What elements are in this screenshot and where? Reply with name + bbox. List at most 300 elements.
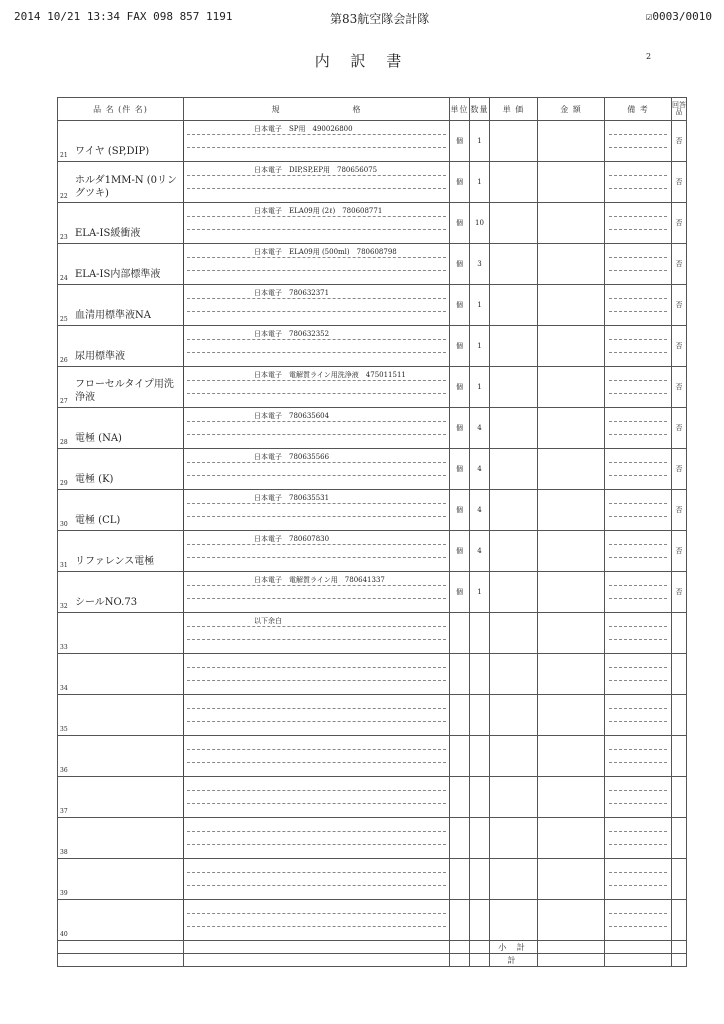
ruled-line <box>187 147 446 148</box>
price-cell <box>490 859 538 900</box>
answer-cell <box>672 859 687 900</box>
table-row <box>58 326 687 367</box>
unit-cell <box>450 613 470 654</box>
price-cell <box>490 285 538 326</box>
fax-sender-name: 第83航空隊会計隊 <box>330 12 430 26</box>
ruled-line <box>609 257 667 258</box>
ruled-line <box>187 626 446 627</box>
price-cell <box>490 490 538 531</box>
answer-cell: 否 <box>672 285 687 326</box>
spec-text: 日本電子 780607830 <box>254 535 330 543</box>
note-cell <box>605 326 672 367</box>
ruled-line <box>609 639 667 640</box>
amount-cell <box>538 121 605 162</box>
qty-cell: 4 <box>470 531 490 572</box>
answer-cell <box>672 900 687 941</box>
ruled-line <box>609 216 667 217</box>
qty-cell: 3 <box>470 244 490 285</box>
spec-cell <box>184 531 450 572</box>
ruled-line <box>609 831 667 832</box>
answer-cell: 否 <box>672 449 687 490</box>
amount-cell <box>538 654 605 695</box>
spec-text: 日本電子 DIP,SP,EP用 780656075 <box>254 166 378 174</box>
spec-cell <box>184 859 450 900</box>
note-cell <box>605 859 672 900</box>
ruled-line <box>187 885 446 886</box>
table-row <box>58 736 687 777</box>
unit-cell: 個 <box>450 531 470 572</box>
row-number: 35 <box>60 726 68 733</box>
row-number: 24 <box>60 275 68 282</box>
ruled-line <box>609 680 667 681</box>
ruled-line <box>187 229 446 230</box>
spec-cell <box>184 326 450 367</box>
amount-cell <box>538 859 605 900</box>
item-name-cell <box>58 654 184 695</box>
ruled-line <box>609 872 667 873</box>
unit-cell: 個 <box>450 449 470 490</box>
qty-cell <box>470 859 490 900</box>
item-name-cell <box>58 900 184 941</box>
ruled-line <box>609 352 667 353</box>
ruled-line <box>187 393 446 394</box>
item-name: 尿用標準液 <box>75 351 125 362</box>
item-name-cell <box>58 777 184 818</box>
ruled-line <box>609 380 667 381</box>
unit-cell: 個 <box>450 203 470 244</box>
amount-cell <box>538 285 605 326</box>
answer-cell <box>672 736 687 777</box>
item-name-cell <box>58 736 184 777</box>
price-cell <box>490 777 538 818</box>
qty-cell <box>470 900 490 941</box>
row-number: 31 <box>60 562 68 569</box>
note-cell <box>605 244 672 285</box>
answer-cell: 否 <box>672 367 687 408</box>
item-name: ELA-IS緩衝液 <box>75 228 141 239</box>
fax-page-counter: ☑0003/0010 <box>645 10 712 23</box>
note-cell <box>605 367 672 408</box>
price-cell <box>490 695 538 736</box>
ruled-line <box>609 147 667 148</box>
row-number: 23 <box>60 234 68 241</box>
spec-cell <box>184 203 450 244</box>
note-cell <box>605 162 672 203</box>
answer-cell: 否 <box>672 162 687 203</box>
ruled-line <box>609 475 667 476</box>
ruled-line <box>609 585 667 586</box>
header-price: 単 価 <box>490 98 538 121</box>
ruled-line <box>187 639 446 640</box>
ruled-line <box>187 667 446 668</box>
item-name-cell <box>58 613 184 654</box>
ruled-line <box>187 311 446 312</box>
price-cell <box>490 572 538 613</box>
price-cell <box>490 818 538 859</box>
amount-cell <box>538 367 605 408</box>
table-row <box>58 572 687 613</box>
unit-cell: 個 <box>450 367 470 408</box>
ruled-line <box>609 544 667 545</box>
answer-cell: 否 <box>672 326 687 367</box>
amount-cell <box>538 408 605 449</box>
answer-cell <box>672 654 687 695</box>
unit-cell <box>450 859 470 900</box>
row-number: 30 <box>60 521 68 528</box>
table-row <box>58 613 687 654</box>
spec-cell <box>184 121 450 162</box>
table-row <box>58 449 687 490</box>
price-cell <box>490 367 538 408</box>
row-number: 33 <box>60 644 68 651</box>
price-cell <box>490 531 538 572</box>
spec-cell <box>184 900 450 941</box>
item-name-cell <box>58 490 184 531</box>
ruled-line <box>609 393 667 394</box>
amount-cell <box>538 736 605 777</box>
row-number: 26 <box>60 357 68 364</box>
unit-cell: 個 <box>450 162 470 203</box>
row-number: 32 <box>60 603 68 610</box>
ruled-line <box>609 298 667 299</box>
answer-cell: 否 <box>672 408 687 449</box>
unit-cell: 個 <box>450 572 470 613</box>
ruled-line <box>187 749 446 750</box>
item-name-cell <box>58 408 184 449</box>
spec-cell <box>184 777 450 818</box>
ruled-line <box>609 667 667 668</box>
ruled-line <box>187 298 446 299</box>
spec-cell <box>184 162 450 203</box>
qty-cell: 1 <box>470 572 490 613</box>
row-number: 36 <box>60 767 68 774</box>
ruled-line <box>187 216 446 217</box>
table-row <box>58 695 687 736</box>
ruled-line <box>187 803 446 804</box>
header-note: 備 考 <box>605 98 672 121</box>
table-row <box>58 777 687 818</box>
row-number: 39 <box>60 890 68 897</box>
ruled-line <box>187 516 446 517</box>
item-name: 血清用標準液NA <box>75 310 151 321</box>
ruled-line <box>609 434 667 435</box>
price-cell <box>490 121 538 162</box>
spec-cell <box>184 285 450 326</box>
amount-cell <box>538 777 605 818</box>
price-cell <box>490 736 538 777</box>
item-name: ホルダ1MM-N (0リングツキ) <box>75 175 178 199</box>
price-cell <box>490 449 538 490</box>
unit-cell <box>450 777 470 818</box>
qty-cell <box>470 818 490 859</box>
ruled-line <box>187 421 446 422</box>
ruled-line <box>609 270 667 271</box>
note-cell <box>605 449 672 490</box>
unit-cell <box>450 654 470 695</box>
header-name: 品 名 (件 名) <box>58 98 184 121</box>
spec-cell <box>184 695 450 736</box>
item-name-cell <box>58 531 184 572</box>
note-cell <box>605 818 672 859</box>
qty-cell: 1 <box>470 285 490 326</box>
ruled-line <box>187 134 446 135</box>
unit-cell <box>450 736 470 777</box>
subtotal-label: 小 計 <box>490 941 538 954</box>
header-qty: 数量 <box>470 98 490 121</box>
fax-timestamp-number: 2014 10/21 13:34 FAX 098 857 1191 <box>14 10 233 23</box>
ruled-line <box>187 339 446 340</box>
answer-cell: 否 <box>672 244 687 285</box>
item-name: 電極 (CL) <box>75 515 121 526</box>
answer-cell <box>672 777 687 818</box>
note-cell <box>605 695 672 736</box>
price-cell <box>490 244 538 285</box>
ruled-line <box>187 721 446 722</box>
amount-cell <box>538 449 605 490</box>
note-cell <box>605 121 672 162</box>
unit-cell <box>450 695 470 736</box>
answer-cell <box>672 695 687 736</box>
ruled-line <box>187 557 446 558</box>
ruled-line <box>187 790 446 791</box>
item-name-cell <box>58 449 184 490</box>
note-cell <box>605 736 672 777</box>
ruled-line <box>609 749 667 750</box>
price-cell <box>490 326 538 367</box>
table-row <box>58 859 687 900</box>
ruled-line <box>609 134 667 135</box>
item-name-cell <box>58 572 184 613</box>
item-name-cell <box>58 859 184 900</box>
amount-cell <box>538 613 605 654</box>
note-cell <box>605 285 672 326</box>
table-row <box>58 244 687 285</box>
amount-cell <box>538 203 605 244</box>
ruled-line <box>187 257 446 258</box>
unit-cell: 個 <box>450 244 470 285</box>
unit-cell: 個 <box>450 326 470 367</box>
note-cell <box>605 572 672 613</box>
document-title: 内 訳 書 <box>314 52 410 70</box>
unit-cell <box>450 818 470 859</box>
fax-page-counter-text: 0003/0010 <box>652 10 712 23</box>
answer-cell <box>672 818 687 859</box>
ruled-line <box>609 188 667 189</box>
price-cell <box>490 162 538 203</box>
ruled-line <box>187 926 446 927</box>
header-unit: 単位 <box>450 98 470 121</box>
row-number: 34 <box>60 685 68 692</box>
header-answer: 回答品 <box>672 98 687 121</box>
table-row <box>58 900 687 941</box>
item-name-cell <box>58 367 184 408</box>
row-number: 25 <box>60 316 68 323</box>
ruled-line <box>609 844 667 845</box>
row-number: 22 <box>60 193 68 200</box>
ruled-line <box>187 462 446 463</box>
ruled-line <box>609 790 667 791</box>
answer-cell: 否 <box>672 203 687 244</box>
ruled-line <box>187 544 446 545</box>
spec-text: 日本電子 ELA09用 (2ℓ) 780608771 <box>254 207 383 215</box>
table-row <box>58 818 687 859</box>
row-number: 28 <box>60 439 68 446</box>
spec-cell <box>184 818 450 859</box>
spec-cell <box>184 449 450 490</box>
table-row <box>58 408 687 449</box>
row-number: 29 <box>60 480 68 487</box>
price-cell <box>490 613 538 654</box>
table-row <box>58 121 687 162</box>
row-number: 27 <box>60 398 68 405</box>
subtotal-row <box>58 941 687 954</box>
table-row <box>58 490 687 531</box>
answer-cell: 否 <box>672 121 687 162</box>
ruled-line <box>609 339 667 340</box>
amount-cell <box>538 490 605 531</box>
note-cell <box>605 531 672 572</box>
total-label: 計 <box>490 954 538 967</box>
price-cell <box>490 900 538 941</box>
spec-text: 日本電子 780632371 <box>254 289 330 297</box>
ruled-line <box>609 421 667 422</box>
ruled-line <box>187 680 446 681</box>
note-cell <box>605 900 672 941</box>
qty-cell: 1 <box>470 162 490 203</box>
qty-cell: 4 <box>470 490 490 531</box>
ruled-line <box>187 831 446 832</box>
page-number: 2 <box>646 52 652 61</box>
spec-text: 日本電子 電解質ライン用 780641337 <box>254 576 385 584</box>
qty-cell <box>470 613 490 654</box>
amount-cell <box>538 531 605 572</box>
unit-cell <box>450 900 470 941</box>
spec-cell <box>184 654 450 695</box>
spec-text: 日本電子 780635566 <box>254 453 330 461</box>
answer-cell <box>672 613 687 654</box>
ruled-line <box>187 475 446 476</box>
item-name: リファレンス電極 <box>75 556 155 567</box>
header-spec: 規 格 <box>184 98 450 121</box>
qty-cell: 4 <box>470 449 490 490</box>
item-name-cell <box>58 326 184 367</box>
ruled-line <box>609 885 667 886</box>
qty-cell <box>470 777 490 818</box>
price-cell <box>490 203 538 244</box>
row-number: 40 <box>60 931 68 938</box>
ruled-line <box>187 585 446 586</box>
item-name-cell <box>58 121 184 162</box>
total-row <box>58 954 687 967</box>
note-cell <box>605 777 672 818</box>
fax-header <box>14 10 716 28</box>
spec-text: 以下余白 <box>254 617 282 625</box>
spec-text: 日本電子 SP用 490026800 <box>254 125 353 133</box>
item-name-cell <box>58 695 184 736</box>
answer-cell: 否 <box>672 572 687 613</box>
ruled-line <box>187 503 446 504</box>
ruled-line <box>609 626 667 627</box>
ruled-line <box>187 872 446 873</box>
spec-text: 日本電子 電解質ライン用洗浄液 475011511 <box>254 371 406 379</box>
note-cell <box>605 408 672 449</box>
ruled-line <box>187 270 446 271</box>
spec-cell <box>184 367 450 408</box>
ruled-line <box>609 229 667 230</box>
header-row <box>58 98 687 121</box>
amount-cell <box>538 162 605 203</box>
qty-cell <box>470 695 490 736</box>
ruled-line <box>609 721 667 722</box>
spec-text: 日本電子 780635531 <box>254 494 330 502</box>
note-cell <box>605 654 672 695</box>
answer-cell: 否 <box>672 490 687 531</box>
breakdown-table <box>57 97 687 967</box>
amount-cell <box>538 572 605 613</box>
amount-cell <box>538 326 605 367</box>
unit-cell: 個 <box>450 285 470 326</box>
table-row <box>58 654 687 695</box>
row-number: 21 <box>60 152 68 159</box>
ruled-line <box>609 503 667 504</box>
ruled-line <box>187 434 446 435</box>
item-name-cell <box>58 244 184 285</box>
ruled-line <box>187 598 446 599</box>
ruled-line <box>609 557 667 558</box>
note-cell <box>605 203 672 244</box>
spec-text: 日本電子 780635604 <box>254 412 330 420</box>
ruled-line <box>609 926 667 927</box>
row-number: 37 <box>60 808 68 815</box>
item-name: フローセルタイプ用洗浄液 <box>75 379 174 403</box>
ruled-line <box>187 188 446 189</box>
amount-cell <box>538 818 605 859</box>
price-cell <box>490 654 538 695</box>
ruled-line <box>609 762 667 763</box>
ruled-line <box>609 598 667 599</box>
qty-cell <box>470 654 490 695</box>
table-row <box>58 203 687 244</box>
spec-cell <box>184 244 450 285</box>
amount-cell <box>538 695 605 736</box>
ruled-line <box>187 762 446 763</box>
item-name: シールNO.73 <box>75 597 138 608</box>
ruled-line <box>187 352 446 353</box>
spec-cell <box>184 408 450 449</box>
qty-cell <box>470 736 490 777</box>
table-row <box>58 367 687 408</box>
item-name-cell <box>58 285 184 326</box>
ruled-line <box>187 708 446 709</box>
spec-cell <box>184 613 450 654</box>
note-cell <box>605 613 672 654</box>
ruled-line <box>609 462 667 463</box>
qty-cell: 4 <box>470 408 490 449</box>
note-cell <box>605 490 672 531</box>
ruled-line <box>187 380 446 381</box>
ruled-line <box>609 175 667 176</box>
ruled-line <box>609 311 667 312</box>
ruled-line <box>187 175 446 176</box>
amount-cell <box>538 244 605 285</box>
qty-cell: 1 <box>470 121 490 162</box>
ruled-line <box>609 708 667 709</box>
ruled-line <box>609 516 667 517</box>
spec-cell <box>184 736 450 777</box>
spec-text: 日本電子 780632352 <box>254 330 330 338</box>
row-number: 38 <box>60 849 68 856</box>
item-name-cell <box>58 818 184 859</box>
